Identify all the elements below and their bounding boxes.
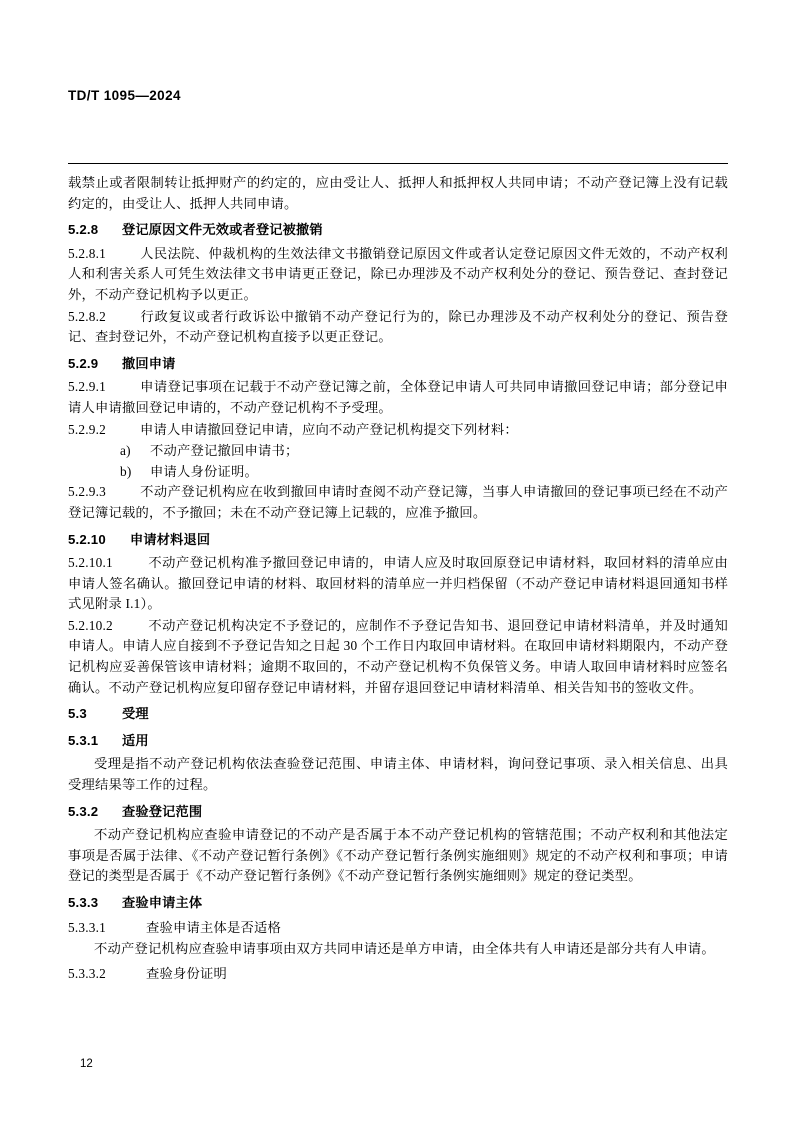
section-number: 5.3.1 xyxy=(68,732,99,748)
clause-number: 5.2.10.1 xyxy=(68,555,113,571)
list-item-text: 申请人身份证明。 xyxy=(150,463,258,479)
section-title: 查验申请主体是否适格 xyxy=(146,919,281,935)
list-marker: b) xyxy=(120,463,132,479)
section-heading xyxy=(68,220,728,241)
clause-number: 5.2.8.2 xyxy=(68,308,106,324)
section-title: 登记原因文件无效或者登记被撤销 xyxy=(122,222,323,238)
numbered-paragraph xyxy=(68,616,728,698)
clause-text: 不动产登记机构应在收到撤回申请时查阅不动产登记簿，当事人申请撤回的登记事项已经在不动产登记簿记载的，不予撤回；未在不动产登记簿上记载的，应准予撤回。 xyxy=(68,484,728,520)
clause-number: 5.2.9.3 xyxy=(68,484,106,500)
section-number: 5.3 xyxy=(68,706,87,722)
section-subheading xyxy=(68,918,728,939)
list-marker: a) xyxy=(120,443,131,459)
section-number: 5.2.9 xyxy=(68,355,99,371)
section-heading xyxy=(68,530,728,551)
page-header: TD/T 1095—2024 xyxy=(68,88,181,103)
section-number: 5.2.8 xyxy=(68,222,99,238)
numbered-paragraph xyxy=(68,553,728,615)
clause-text: 不动产登记机构决定不予登记的，应制作不予登记告知书、退回登记申请材料清单，并及时通知申请人。申请人应自接到不予登记告知之日起 30 个工作日内取回申请材料。在取回申请材料期限内，不动产登记机构应妥善保管该申请材料；逾期不取回的，不动产登记机构不负保管义务。申请人取回申请材料时应签名确认。不动产登记机构应复印留存登记申请材料，并留存退回登记申请材料清单、相关告知书的签收文件。 xyxy=(68,617,728,695)
section-title: 查验登记范围 xyxy=(122,803,203,819)
paragraph: 不动产登记机构应查验申请事项由双方共同申请还是单方申请，由全体共有人申请还是部分共有人申请。 xyxy=(94,941,715,957)
section-title: 查验身份证明 xyxy=(146,965,227,981)
clause-number: 5.2.8.1 xyxy=(68,245,106,261)
list-item xyxy=(120,441,728,462)
numbered-paragraph xyxy=(68,377,728,418)
clause-number: 5.2.9.2 xyxy=(68,421,106,437)
clause-text: 不动产登记机构准予撤回登记申请的，申请人应及时取回原登记申请材料，取回材料的清单应由申请人签名确认。撤回登记申请的材料、取回材料的清单应一并归档保留（不动产登记申请材料退回通知书样式见附录 I.1）。 xyxy=(68,555,728,612)
clause-text: 人民法院、仲裁机构的生效法律文书撤销登记原因文件或者认定登记原因文件无效的，不动产权利人和利害关系人可凭生效法律文书申请更正登记，除已办理涉及不动产权利处分的登记、预告登记、查封登记外，不动产登记机构予以更正。 xyxy=(68,245,728,302)
numbered-paragraph xyxy=(68,420,728,441)
section-heading xyxy=(68,731,728,752)
paragraph: 不动产登记机构应查验申请登记的不动产是否属于本不动产登记机构的管辖范围；不动产权利和其他法定事项是否属于法律、《不动产登记暂行条例》《不动产登记暂行条例实施细则》规定的不动产权利和事项；申请登记的类型是否属于《不动产登记暂行条例》《不动产登记暂行条例实施细则》规定的登记类型。 xyxy=(68,827,728,884)
paragraph: 载禁止或者限制转让抵押财产的约定的，应由受让人、抵押人和抵押权人共同申请；不动产登记簿上没有记载约定的，由受让人、抵押人共同申请。 xyxy=(68,175,728,211)
header-rule xyxy=(68,163,728,164)
paragraph: 受理是指不动产登记机构依法查验登记范围、申请主体、申请材料，询问登记事项、录入相关信息、出具受理结果等工作的过程。 xyxy=(68,756,728,793)
section-heading xyxy=(68,704,728,725)
section-title: 查验申请主体 xyxy=(122,895,203,910)
section-title: 撤回申请 xyxy=(122,355,176,371)
clause-number: 5.2.9.1 xyxy=(68,379,106,395)
clause-text: 申请人申请撤回登记申请，应向不动产登记机构提交下列材料： xyxy=(140,421,518,437)
section-subheading xyxy=(68,964,728,985)
section-title: 受理 xyxy=(122,706,149,722)
section-heading xyxy=(68,354,728,375)
section-heading xyxy=(68,802,728,823)
numbered-paragraph xyxy=(68,482,728,523)
list-item xyxy=(120,462,728,483)
page-number: 12 xyxy=(80,1058,93,1070)
page-content xyxy=(68,0,728,985)
clause-text: 申请登记事项在记载于不动产登记簿之前，全体登记申请人可共同申请撤回登记申请；部分登记申请人申请撤回登记申请的，不动产登记机构不予受理。 xyxy=(68,379,728,415)
clause-text: 行政复议或者行政诉讼中撤销不动产登记行为的，除已办理涉及不动产权利处分的登记、预告登记、查封登记外，不动产登记机构直接予以更正登记。 xyxy=(68,308,728,345)
section-title: 适用 xyxy=(122,732,149,748)
document-body xyxy=(68,173,728,984)
clause-number: 5.2.10.2 xyxy=(68,617,113,633)
list-item-text: 不动产登记撤回申请书； xyxy=(150,443,299,459)
section-number: 5.2.10 xyxy=(68,531,106,547)
section-title: 申请材料退回 xyxy=(130,531,211,547)
section-number: 5.3.3 xyxy=(68,895,99,910)
section-heading xyxy=(68,893,728,914)
section-number: 5.3.2 xyxy=(68,803,99,819)
section-number: 5.3.3.1 xyxy=(68,919,106,935)
numbered-paragraph xyxy=(68,307,728,348)
section-number: 5.3.3.2 xyxy=(68,965,106,981)
numbered-paragraph xyxy=(68,244,728,306)
